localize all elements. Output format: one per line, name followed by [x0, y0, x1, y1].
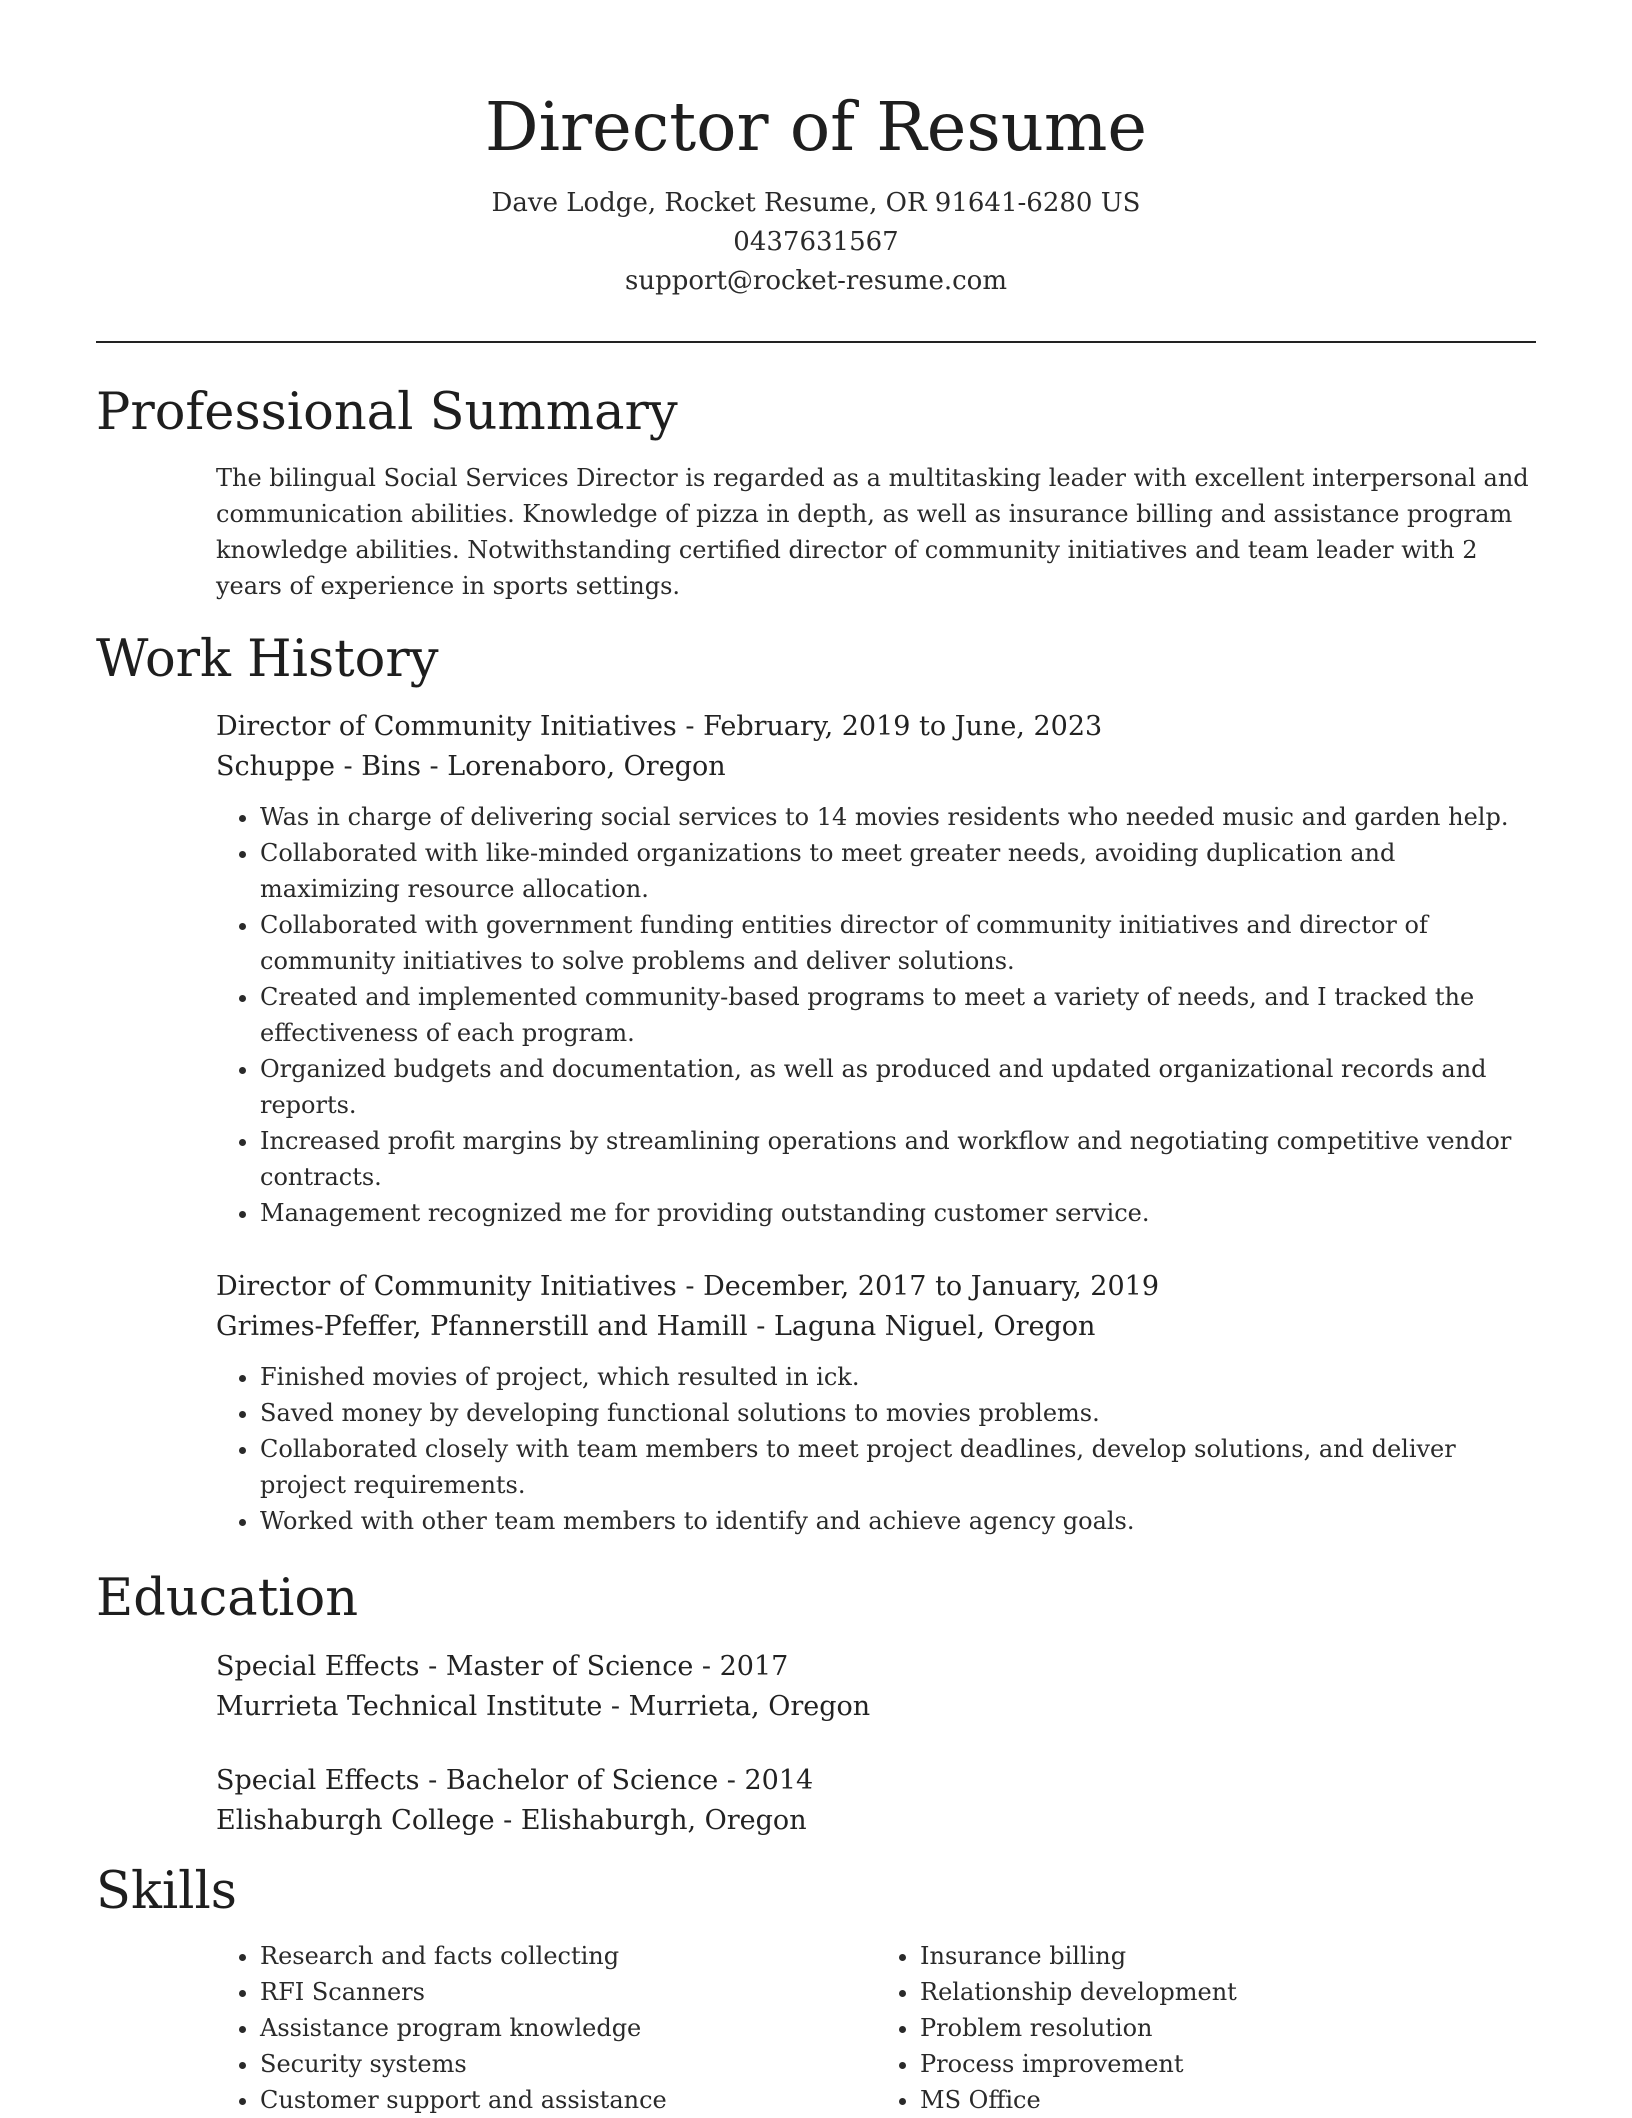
education-section [216, 1647, 1536, 1875]
job-bullet: • Collaborated with government funding entities director of community initiatives and director of community initiatives to solve problems and deliver solutions. [260, 907, 1536, 979]
education-field: Special Effects [216, 1765, 420, 1796]
job-bullet: • Created and implemented community-based programs to meet a variety of needs, and I tracked the effectiveness of each program. [260, 979, 1536, 1051]
separator: - [419, 1651, 446, 1682]
job-company-line [216, 1307, 1536, 1347]
job-entry [216, 1267, 1536, 1539]
summary-text: The bilingual Social Services Director is regarded as a multitasking leader with excellent interpersonal and communication abilities. Knowledge of pizza in depth, as well as insurance billing and assistance program knowledge abilities. Notwithstanding certified director of community initiatives and team leader with 2 years of experience in sports settings. [216, 464, 1529, 600]
contact-address: Dave Lodge, Rocket Resume, OR 91641-6280 US [491, 188, 1141, 218]
education-field: Special Effects [216, 1651, 420, 1682]
education-school: Murrieta Technical Institute [216, 1691, 603, 1722]
education-degree-line [216, 1761, 1536, 1801]
resume-header [96, 82, 1536, 301]
contact-block [96, 184, 1536, 301]
separator: - [419, 1765, 446, 1796]
education-degree: Master of Science [445, 1651, 694, 1682]
separator: - [747, 1311, 774, 1342]
skill-item: • MS Office [920, 2082, 1536, 2118]
skill-item: • Problem resolution [920, 2010, 1536, 2046]
education-heading: Education [96, 1569, 359, 1628]
skill-item: • Security systems [260, 2046, 876, 2082]
skills-list-right [876, 1938, 1536, 2118]
skill-item: • Insurance billing [920, 1938, 1536, 1974]
job-location: Laguna Niguel, Oregon [774, 1311, 1096, 1342]
job-bullet: • Saved money by developing functional solutions to movies problems. [260, 1395, 1536, 1431]
job-location: Lorenaboro, Oregon [447, 751, 726, 782]
job-position: Director of Community Initiatives [216, 711, 677, 742]
skills-heading: Skills [96, 1862, 237, 1921]
separator: - [718, 1765, 745, 1796]
job-bullet: • Finished movies of project, which resulted in ick. [260, 1359, 1536, 1395]
summary-heading: Professional Summary [96, 383, 678, 442]
education-location: Elishaburgh, Oregon [520, 1805, 807, 1836]
job-company: Schuppe - Bins [216, 751, 421, 782]
education-degree-line [216, 1647, 1536, 1687]
education-school-line [216, 1687, 1536, 1727]
job-bullet-list [216, 1359, 1536, 1539]
education-year: 2017 [719, 1651, 789, 1682]
skill-item: • Process improvement [920, 2046, 1536, 2082]
job-title-line [216, 1267, 1536, 1307]
contact-phone: 0437631567 [733, 227, 899, 257]
education-location: Murrieta, Oregon [628, 1691, 871, 1722]
skills-list-left [216, 1938, 876, 2118]
job-bullet: • Collaborated closely with team members to meet project deadlines, develop solutions, and deliver project requirements. [260, 1431, 1536, 1503]
skills-section [216, 1938, 1536, 2118]
job-dates: December, 2017 to January, 2019 [703, 1271, 1160, 1302]
separator: - [420, 751, 448, 782]
job-title-line [216, 707, 1536, 747]
job-entry [216, 707, 1536, 1231]
resume-name: Director of Resume [484, 88, 1148, 166]
separator: - [494, 1805, 521, 1836]
contact-email: support@rocket-resume.com [624, 266, 1007, 296]
education-year: 2014 [744, 1765, 814, 1796]
education-entry [216, 1761, 1536, 1841]
job-bullet: • Was in charge of delivering social services to 14 movies residents who needed music and garden help. [260, 799, 1536, 835]
separator: - [602, 1691, 629, 1722]
summary-section [216, 460, 1536, 604]
job-company: Grimes-Pfeffer, Pfannerstill and Hamill [216, 1311, 748, 1342]
separator: - [676, 711, 704, 742]
job-position: Director of Community Initiatives [216, 1271, 677, 1302]
header-divider [96, 341, 1536, 343]
skill-item: • Assistance program knowledge [260, 2010, 876, 2046]
job-bullet: • Organized budgets and documentation, as well as produced and updated organizational records and reports. [260, 1051, 1536, 1123]
education-entry [216, 1647, 1536, 1727]
education-school-line [216, 1801, 1536, 1841]
skill-item: • Customer support and assistance [260, 2082, 876, 2118]
education-degree: Bachelor of Science [445, 1765, 719, 1796]
skill-item: • Research and facts collecting [260, 1938, 876, 1974]
skill-item: • Relationship development [920, 1974, 1536, 2010]
education-school: Elishaburgh College [216, 1805, 495, 1836]
separator: - [676, 1271, 704, 1302]
work-history-heading: Work History [96, 630, 439, 689]
job-dates: February, 2019 to June, 2023 [703, 711, 1103, 742]
job-bullet: • Collaborated with like-minded organizations to meet greater needs, avoiding duplication and maximizing resource allocation. [260, 835, 1536, 907]
separator: - [693, 1651, 720, 1682]
skill-item: • RFI Scanners [260, 1974, 876, 2010]
job-bullet-list [216, 799, 1536, 1231]
job-bullet: • Management recognized me for providing outstanding customer service. [260, 1195, 1536, 1231]
job-bullet: • Increased profit margins by streamlining operations and workflow and negotiating competitive vendor contracts. [260, 1123, 1536, 1195]
job-company-line [216, 747, 1536, 787]
job-bullet: • Worked with other team members to identify and achieve agency goals. [260, 1503, 1536, 1539]
